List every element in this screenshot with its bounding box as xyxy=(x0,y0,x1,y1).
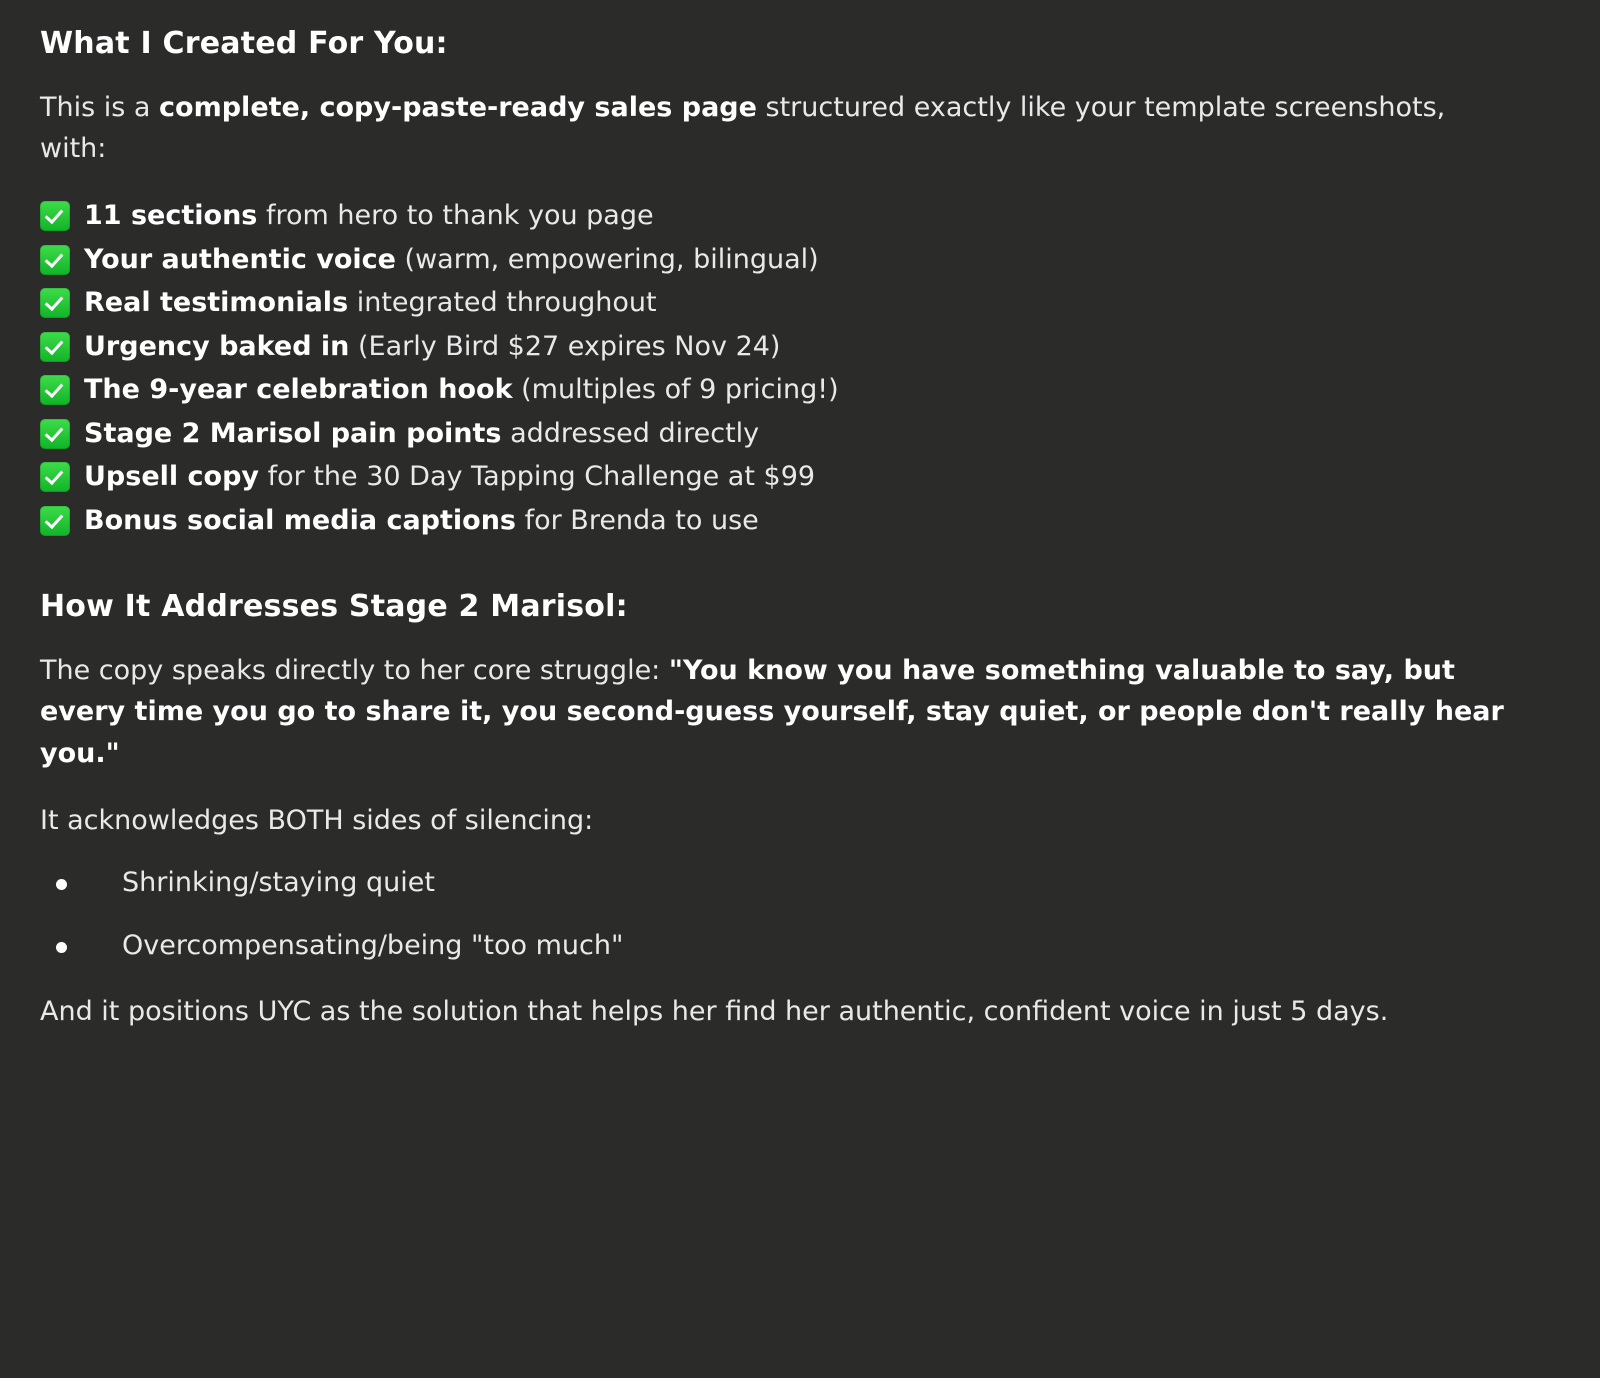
list-item-label: Your authentic voice (warm, empowering, bilingual) xyxy=(84,243,819,275)
feature-checklist xyxy=(40,199,1560,538)
list-item-label: Stage 2 Marisol pain points addressed directly xyxy=(84,417,760,449)
intro-prefix: This is a xyxy=(40,92,160,123)
check-mark-icon xyxy=(40,332,70,362)
intro-paragraph xyxy=(40,87,1520,169)
check-mark-icon xyxy=(40,375,70,405)
list-item xyxy=(40,373,1560,408)
lead-prefix: The copy speaks directly to her core struggle: xyxy=(40,655,669,687)
list-item xyxy=(40,286,1560,321)
acknowledge-paragraph: It acknowledges BOTH sides of silencing: xyxy=(40,804,594,836)
lead-quote: "You know you have something valuable to say, but every time you go to share it, you second-guess yourself, stay quiet, or people don't really hear you." xyxy=(40,655,1504,769)
intro-suffix: structured exactly like your template screenshots, with: xyxy=(40,92,1446,165)
closing-paragraph: And it positions UYC as the solution that helps her find her authentic, confident voice in just 5 days. xyxy=(40,995,1389,1027)
list-item-label: Real testimonials integrated throughout xyxy=(84,287,657,319)
lead-paragraph xyxy=(40,650,1520,773)
list-item-label: The 9-year celebration hook (multiples of 9 pricing!) xyxy=(84,374,839,406)
section-heading-marisol: How It Addresses Stage 2 Marisol: xyxy=(40,589,628,625)
list-item: Shrinking/staying quiet xyxy=(52,865,1560,900)
check-mark-icon xyxy=(40,419,70,449)
list-item-label: Urgency baked in (Early Bird $27 expires Nov 24) xyxy=(84,330,781,362)
check-mark-icon xyxy=(40,288,70,318)
list-item-label: Bonus social media captions for Brenda to use xyxy=(84,504,759,536)
check-mark-icon xyxy=(40,506,70,536)
check-mark-icon xyxy=(40,201,70,231)
list-item xyxy=(40,243,1560,278)
section-spacer xyxy=(40,547,1560,577)
list-item xyxy=(40,417,1560,452)
silencing-bullet-list xyxy=(40,865,1560,963)
intro-bold: complete, copy-paste-ready sales page xyxy=(159,92,757,123)
list-item-label: Upsell copy for the 30 Day Tapping Challenge at $99 xyxy=(84,461,816,493)
list-item xyxy=(40,504,1560,539)
check-mark-icon xyxy=(40,245,70,275)
list-item xyxy=(40,330,1560,365)
list-item: Overcompensating/being "too much" xyxy=(52,928,1560,963)
check-mark-icon xyxy=(40,462,70,492)
list-item-label: 11 sections from hero to thank you page xyxy=(84,200,654,232)
list-item xyxy=(40,460,1560,495)
list-item xyxy=(40,199,1560,234)
page-title: What I Created For You: xyxy=(40,26,448,61)
